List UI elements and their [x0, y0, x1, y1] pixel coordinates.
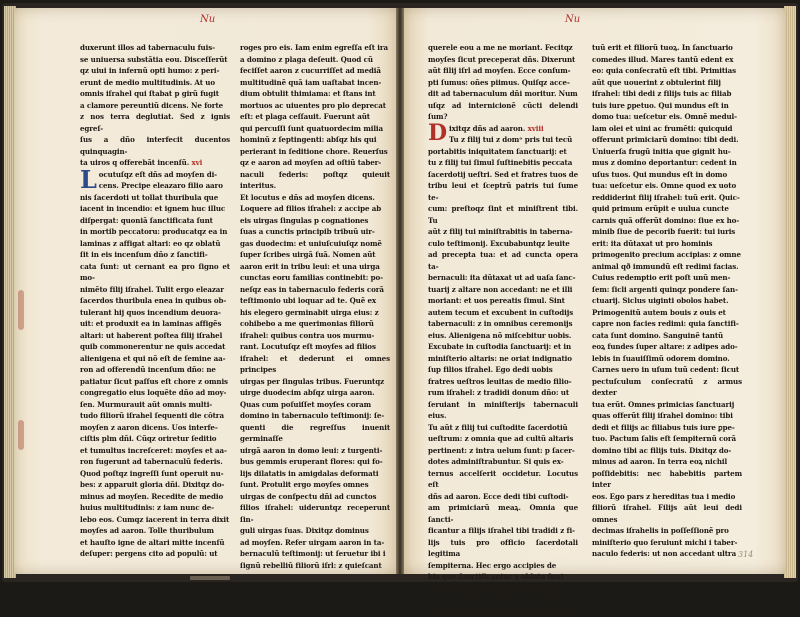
text-line: cata ſunt: ut cernant ea pro ſigno et mo- [80, 261, 230, 284]
text-line: aũt que uouerint z obtulerint filij [592, 77, 742, 89]
text-line: aaron erit in tribu leui: et una uirga [240, 261, 390, 273]
text-line: filiorũ iſrahel. Filijs aũt leui dedi omnes [592, 502, 742, 525]
text-line: cohibebo a me querimonias filiorũ [240, 318, 390, 330]
text-line: quid primum erũpit e uulua cuncte [592, 203, 742, 215]
text-line: miniſterio quo ſeruiunt michi i taber- [592, 537, 742, 549]
text-line: et tumultus increſceret: moyſes et aa- [80, 445, 230, 457]
text-line: tu z filij tui ſimul ſuſtinebitis peccata [428, 157, 578, 169]
text-line: iſrahel: quibus contra uos murmu- [240, 330, 390, 342]
text-line: ditur michi z cedet in ſancta ſanctorũ: [428, 606, 578, 617]
text-line: eo: quia conſecratũ eſt tibi. Primitias [592, 65, 742, 77]
text-line: tuarij z altare non accedant: ne et illi [428, 284, 578, 296]
left-running-header: Nu [200, 14, 215, 25]
text-line: qui percuſſi ſunt quatuordecim milia [240, 123, 390, 135]
text-line: lebis in ſuauiſſimũ odorem domino. [592, 353, 742, 365]
text-line: pti ſumus: oñes piimus. Quiſqz acce- [428, 77, 578, 89]
text-line: filios iſrahel: uideruntqz receperunt ſin- [240, 502, 390, 525]
text-line: lebo eos. Cumqz iacerent in terra dixit [80, 514, 230, 526]
text-line: dñs ad aaron. Ecce dedi tibi cuſtodi- [428, 491, 578, 503]
text-line: rum iſrahel: z tradidi donum dño: ut [428, 387, 578, 399]
text-line: ſup filios iſrahel. Ego dedi uobis [428, 364, 578, 376]
book-gutter [396, 8, 404, 574]
text-line: tua: ueſcetur eis. Omne quod ex uoto [592, 180, 742, 192]
text-line: domino tibi ac filijs tuis. Dixitqz do- [592, 445, 742, 457]
text-line: a domino z plaga deſeuit. Quod cũ [240, 54, 390, 66]
text-line: bernaculi: ita dũtaxat ut ad uaſa ſanc- [428, 272, 578, 284]
text-line: uſqz ad internicionẽ cũcti delendi ſum? [428, 100, 578, 123]
chapter-rubric: xvi [191, 158, 202, 167]
text-line: minus ad aaron. In terra eoꝝ nichil [592, 456, 742, 468]
text-line: moriant: et uos pereatis ſimul. Sint [428, 295, 578, 307]
text-line: feciſſet aaron z cucurriſſet ad mediã [240, 65, 390, 77]
text-line: guli uirgas ſuas. Dixitqz dominus [240, 525, 390, 537]
text-line: Quas cum poſuiſſet moyſes coram [240, 399, 390, 411]
text-line: moyſen z aaron dicens. Uos interfe- [80, 422, 230, 434]
text-line: hominũ z ſeptingenti: abſqz his qui [240, 134, 390, 146]
text-line: his que ſanctificantur z oblata ſunt [428, 571, 578, 583]
text-line: comedes illud. Mares tantũ edent ex [592, 54, 742, 66]
text-line: et quicquid p peccato atqz delicto red- [428, 594, 578, 606]
text-line: cata ſunt domino. Sanguinẽ tantũ [592, 330, 742, 342]
text-line: dium obtulit thimiama: et ſtans int [240, 88, 390, 100]
text-line: uirgã aaron in domo leui: z turgenti- [240, 445, 390, 457]
text-line: altari: ut haberent poſtea filij iſrahel [80, 330, 230, 342]
text-line: eis uirgas ſingulas p cognationes [240, 215, 390, 227]
text-line: his elegero germinabit uirga eius: z [240, 307, 390, 319]
text-line: uirge duodecim abſqz uirga aaron. [240, 387, 390, 399]
text-line: lam olei et uini ac frumẽti: quicquid [592, 123, 742, 135]
text-line: ron ad offerendũ incenſum dño: ne [80, 364, 230, 376]
text-line: bus gemmis eruperant flores: qui fo- [240, 456, 390, 468]
text-line: ron fugerunt ad tabernaculũ federis. [80, 456, 230, 468]
text-line: Locutuſqz eſt dñs ad moyſen di- [80, 169, 230, 181]
text-line: ctuarij. Siclus uiginti obolos habet. [592, 295, 742, 307]
text-line: qz e aaron ad moyſen ad oſtiũ taber- [240, 157, 390, 169]
text-line: rant. Locutuſqz eſt moyſes ad filios [240, 341, 390, 353]
text-line: mortuos ac uiuentes pro plo deprecat [240, 100, 390, 112]
text-line: ternus accelſerit occidetur. Locutus eſt [428, 468, 578, 491]
text-line: ſuper ſcribes uirgã ſuã. Nomen aũt [240, 249, 390, 261]
text-line: ficantur a filijs iſrahel tibi tradidi z fi- [428, 525, 578, 537]
text-line: ſeruiant in miniſterijs tabernaculi eius. [428, 399, 578, 422]
text-line: se uniuersa substãtia eou. Disceſſerũt [80, 54, 230, 66]
text-line: carnis quã offerũt domino: ſiue ex ho- [592, 215, 742, 227]
text-line: fratres ueſtros leuitas de medio filio- [428, 376, 578, 388]
text-line: cum: preſtoqz ſint et miniſtrent tibi. Tu [428, 203, 578, 226]
text-line: miniſterio altaris: ne oriat indignatio [428, 353, 578, 365]
text-line: et hauſto igne de altari mitte incenſũ [80, 537, 230, 549]
text-line: ueſtrum: z omnia que ad cultũ altaris [428, 433, 578, 445]
text-column-4 [592, 42, 742, 522]
text-line: uirgas de conſpectu dñi ad cunctos [240, 491, 390, 503]
text-line: Loquere ad filios iſrahel: z accipe ab [240, 203, 390, 215]
text-line: decimas iſrahelis in poſſeſſionẽ pro [592, 525, 742, 537]
text-line: ſem: ſicli argenti quinqz pondere ſan- [592, 284, 742, 296]
text-line: eſt: et plaga ceſſauit. Fuerunt aũt [240, 111, 390, 123]
text-line: ſen. Murmurauit aũt omnis multi- [80, 399, 230, 411]
text-column-3 [428, 42, 578, 522]
text-line: uirgas per ſingulas tribus. Fueruntqz [240, 376, 390, 388]
text-line: Quod poſtqz ingreſſi ſunt operuit nu- [80, 468, 230, 480]
text-line: portabitis iniquitatem ſanctuarij: et [428, 146, 578, 158]
text-line: ta uiros q offerebãt incenſũ. xvi [80, 157, 230, 169]
text-line: multitudinẽ quã iam uaſtabat incen- [240, 77, 390, 89]
text-line: minus ad moyſen. Recedite de medio [80, 491, 230, 503]
text-line: qz uiui in infernũ opti humo: z peri- [80, 65, 230, 77]
text-column-1 [80, 42, 230, 522]
text-line: eoꝝ fundes ſuper altare: z adipes ado- [592, 341, 742, 353]
text-line: Tu aũt z filij tui cuſtodite ſacerdotiũ [428, 422, 578, 434]
red-stain-mark [18, 420, 24, 450]
text-line: tuis iure ꝑpetuo. Qui mundus eſt in [592, 100, 742, 112]
text-line: laminas z affigat altari: eo qz oblatũ [80, 238, 230, 250]
text-line: a clamore pereuntiũ dicens. Ne forte [80, 100, 230, 112]
text-line: culo teſtimonij. Excubabuntqz leuite [428, 238, 578, 250]
text-line: bes: z apparuit gloria dñi. Dixitqz do- [80, 479, 230, 491]
text-line: ciſtis plm dñi. Cũqz oriretur ſeditio [80, 433, 230, 445]
text-line: pectuſculum conſecratũ z armus dexter [592, 376, 742, 399]
text-line: domo tua: ueſcetur eis. Omnẽ medul- [592, 111, 742, 123]
text-line: tabernaculi: z in omnibus ceremonijs [428, 318, 578, 330]
text-line: naculi federis: poſtqz quieuit interitus. [240, 169, 390, 192]
text-line: Uniuerſa frugũ initia que gignit hu- [592, 146, 742, 158]
text-line: bernaculũ teſtimonij: ut ſeruetur ibi i [240, 548, 390, 560]
text-line: alienigena et qui nõ eſt de ſemine aa- [80, 353, 230, 365]
text-line: gas duodecim: et uniuſcuiuſqz nomẽ [240, 238, 390, 250]
text-line: mus z domino deportantur: cedent in [592, 157, 742, 169]
text-line: uſus tuos. Qui mundus eſt in domo [592, 169, 742, 181]
text-line: neſqz eas in tabernaculo federis corã [240, 284, 390, 296]
decorated-initial: L [80, 169, 97, 191]
text-line: huius multitudinis: z iam nunc de- [80, 502, 230, 514]
text-line: iacent in incendio: et ignem huc illuc [80, 203, 230, 215]
text-line: iſrahel: tibi dedi z filijs tuis ac filiab [592, 88, 742, 100]
text-line: congregatio eius loquẽte dño ad moy- [80, 387, 230, 399]
text-line: erunt de medio multitudinis. At uo [80, 77, 230, 89]
text-line: autem tecum et excubent in cuſtodijs [428, 307, 578, 319]
red-stain-mark [18, 290, 24, 330]
text-line: ſus a dño interfecit ducentos quinquagin- [80, 134, 230, 157]
text-line: quas offerũt filij iſrahel domino: tibi [592, 410, 742, 422]
text-line: nimẽto filij iſrahel. Tulit ergo eleazar [80, 284, 230, 296]
text-line: patiatur ſicut paſſus eſt chore z omnis [80, 376, 230, 388]
text-line: diſpergat: quoniã ſanctificata ſunt [80, 215, 230, 227]
text-line: offerunt primiciarũ domino: tibi dedi. [592, 134, 742, 146]
text-column-2 [240, 42, 390, 522]
text-line: ſacerdos thuribula enea in quibus ob- [80, 295, 230, 307]
text-line: erit: ita dũtaxat ut pro hominis [592, 238, 742, 250]
text-line: tuo. Pactum ſalis eſt ſempiternũ corã [592, 433, 742, 445]
text-line: in mortib peccatoru: producatqz ea in [80, 226, 230, 238]
text-line: am primiciarũ meaꝝ. Omnia que ſancti- [428, 502, 578, 525]
text-line: primogenito precium accipias: z omne [592, 249, 742, 261]
right-running-header: Nu [565, 14, 580, 25]
text-line: ſit in eis incenſum dño z ſanctifi- [80, 249, 230, 261]
text-line: reddiderint filij iſrahel: tuũ erit. Quic- [592, 192, 742, 204]
text-line: aũt filij iſrl ad moyſen. Ecce conſum- [428, 65, 578, 77]
text-line: pertinent: z intra uelum ſunt: p ſacer- [428, 445, 578, 457]
text-line: cunctas eoru familias continebit: po- [240, 272, 390, 284]
text-line: Carnes uero in uſum tuũ cedent: ſicut [592, 364, 742, 376]
text-line: ſunt. Protulit ergo moyſes omnes [240, 479, 390, 491]
text-line: omnis iſrahel qui ſtabat p girũ fugit [80, 88, 230, 100]
text-line: poſſidebitis: nec habebitis partem inter [592, 468, 742, 491]
text-line: Tu z filij tui z domᵒ pris tui tecũ [428, 134, 578, 146]
text-line: uit: et produxit ea in laminas affigẽs [80, 318, 230, 330]
text-line: nis ſacerdoti ut tollat thuribula que [80, 192, 230, 204]
text-line: ſacerdotij ueſtri. Sed et fratres tuos de [428, 169, 578, 181]
text-line: dedi et filijs ac filiabus tuis iure ꝑpe- [592, 422, 742, 434]
chapter-rubric: xviii [528, 124, 544, 133]
text-line: roges pro eis. Iam enim egreſſa eſt ira [240, 42, 390, 54]
text-line: dotes adminiſtrabuntur. Si quis ex- [428, 456, 578, 468]
text-line: deſuper: pergens cito ad populũ: ut [80, 548, 230, 560]
binding-stamp [190, 576, 230, 580]
text-line: capre non facies redimi: quia ſanctifi- [592, 318, 742, 330]
text-line: quib commonerentur ne quis accedat [80, 341, 230, 353]
pencil-folio-note: 314 [738, 550, 753, 559]
text-line: eius. Alienigena nõ miſcebitur uobis. [428, 330, 578, 342]
text-line: animal qð immundũ eſt redimi facias. [592, 261, 742, 273]
text-line: Et locutus e dñs ad moyſen dicens. [240, 192, 390, 204]
text-line: ad moyſen. Refer uirgam aaron in ta- [240, 537, 390, 549]
text-line: domino. Omnis oblatio z ſacrificiũ [428, 583, 578, 595]
text-line: aũt z filij tui miniſtrabitis in taberna- [428, 226, 578, 238]
text-line: domino in tabernaculo teſtimonij: ſe- [240, 410, 390, 422]
text-line: Dixitqz dñs ad aaron. xviii [428, 123, 578, 135]
text-line: Excubate in cuſtodia ſanctuarij: et in [428, 341, 578, 353]
text-line: teſtimonio ubi loquar ad te. Quẽ ex [240, 295, 390, 307]
text-line: naculo federis: ut non accedant ultra [592, 548, 742, 560]
text-line: tua erũt. Omnes primicias ſanctuarij [592, 399, 742, 411]
text-line: cens. Precipe eleazaro filio aaro [80, 180, 230, 192]
text-line: eos. Ego pars z hereditas tua i medio [592, 491, 742, 503]
text-line: ſignũ rebelliũ filiorũ iſrl: z quieſcant [240, 560, 390, 572]
text-line: quenti die regreſſus inuenit germinaſſe [240, 422, 390, 445]
decorated-initial: D [428, 123, 447, 143]
text-line: ad precepta tua: et ad cuncta opera ta- [428, 249, 578, 272]
text-line: Primogenitũ autem bouis z ouis et [592, 307, 742, 319]
text-line: tulerant hij quos incendium deuora- [80, 307, 230, 319]
text-line: minib ſiue de pecorib fuerit: tui iuris [592, 226, 742, 238]
text-line: tribu leui et ſceptrũ patris tui ſume te- [428, 180, 578, 203]
text-line: moyſes ſicut preceperat dñs. Dixerunt [428, 54, 578, 66]
text-line: iſrahel: et dederunt ei omnes principes [240, 353, 390, 376]
text-line: tuũ erit et filiorũ tuoꝝ. In ſanctuario [592, 42, 742, 54]
text-line: ſuas a cunctis principib tribuũ uir- [240, 226, 390, 238]
text-line: querele eou a me ne moriant. Fecitqz [428, 42, 578, 54]
text-line: perierant in ſeditione chore. Reuerſus [240, 146, 390, 158]
text-line: duxerunt illos ad tabernaculu fuis- [80, 42, 230, 54]
text-line: lijs dilatatis in amigdalas deformati [240, 468, 390, 480]
text-line: Cuius redemptio erit poſt unũ men- [592, 272, 742, 284]
text-line: tudo filiorũ iſrahel ſequenti die côtra [80, 410, 230, 422]
text-line: lijs tuis pro officio ſacerdotali legitima [428, 537, 578, 560]
text-line: z nos terra deglutiat. Sed z ignis egreſ- [80, 111, 230, 134]
text-line: ſempiterna. Hec ergo accipies de [428, 560, 578, 572]
text-line: moyſes ad aaron. Tolle thuribulum [80, 525, 230, 537]
text-line: dit ad tabernaculum dñi moritur. Num [428, 88, 578, 100]
